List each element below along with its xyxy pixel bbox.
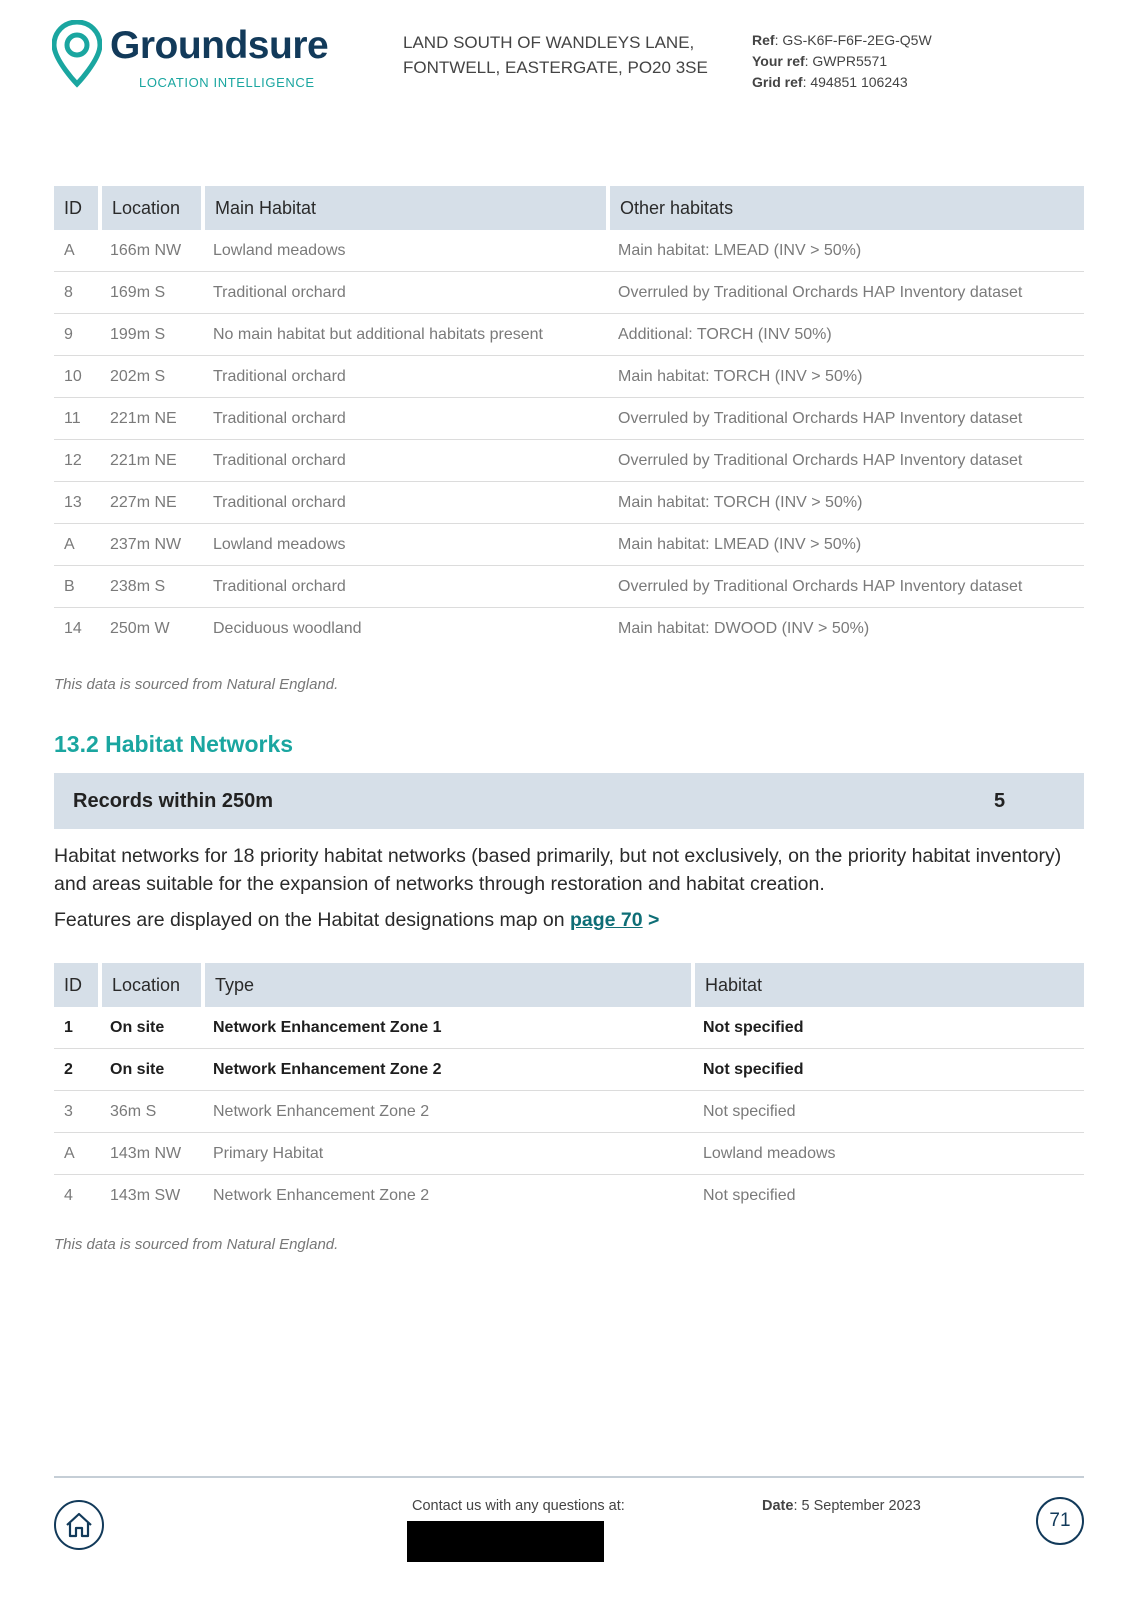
table-row bbox=[54, 1091, 1084, 1133]
table-cell: 11 bbox=[54, 398, 100, 440]
table-row bbox=[54, 524, 1084, 566]
table-cell: Main habitat: DWOOD (INV > 50%) bbox=[618, 619, 870, 637]
ref-line: Ref: GS-K6F-F6F-2EG-Q5W bbox=[752, 32, 932, 48]
table-row bbox=[54, 566, 1084, 608]
table-cell: Traditional orchard bbox=[203, 398, 608, 440]
table-cell: A bbox=[54, 1133, 100, 1175]
table-cell: A bbox=[54, 230, 100, 272]
column-header: Type bbox=[203, 963, 693, 1007]
table-cell: Not specified bbox=[693, 1049, 1084, 1091]
table-row bbox=[54, 1049, 1084, 1091]
page-number: 71 bbox=[1036, 1497, 1084, 1545]
networks-table-body bbox=[54, 1007, 1084, 1216]
records-count: 5 bbox=[994, 790, 1006, 812]
table-cell: Deciduous woodland bbox=[213, 619, 362, 637]
table-cell: Not specified bbox=[693, 1091, 1084, 1133]
column-header: Other habitats bbox=[608, 186, 1084, 230]
table-cell: Not specified bbox=[693, 1007, 1084, 1049]
table-cell: 221m NE bbox=[100, 398, 203, 440]
table-cell: Network Enhancement Zone 2 bbox=[203, 1049, 693, 1091]
table-row bbox=[54, 314, 1084, 356]
table-cell: 2 bbox=[54, 1049, 100, 1091]
table-cell: 238m S bbox=[100, 566, 203, 608]
table-cell: 169m S bbox=[100, 272, 203, 314]
table-cell: 10 bbox=[54, 356, 100, 398]
contact-label: Contact us with any questions at: bbox=[412, 1498, 625, 1514]
table-row bbox=[54, 440, 1084, 482]
table-cell: Not specified bbox=[703, 1186, 796, 1204]
brand-tagline: LOCATION INTELLIGENCE bbox=[139, 75, 315, 90]
column-header: ID bbox=[54, 186, 100, 230]
networks-description: Habitat networks for 18 priority habitat networks (based primarily, but not exclusively, on the priority habitat inventory) and areas suitable for the expansion of networks through restoration and habitat creation. bbox=[54, 845, 1062, 895]
records-summary-bar bbox=[54, 773, 1084, 829]
table-cell: 8 bbox=[54, 272, 100, 314]
redacted-contact bbox=[407, 1521, 604, 1562]
table-cell: Overruled by Traditional Orchards HAP Inventory dataset bbox=[608, 272, 1084, 314]
table-cell: 12 bbox=[54, 440, 100, 482]
link-arrow-icon[interactable]: > bbox=[642, 909, 660, 931]
habitat-table-body bbox=[54, 230, 1084, 649]
table-cell: No main habitat but additional habitats present bbox=[203, 314, 608, 356]
table-cell: 4 bbox=[64, 1186, 73, 1204]
table-cell: Traditional orchard bbox=[203, 482, 608, 524]
table-cell: 227m NE bbox=[100, 482, 203, 524]
brand-name: Groundsure bbox=[110, 24, 329, 67]
table-cell: 13 bbox=[54, 482, 100, 524]
table-cell: 9 bbox=[54, 314, 100, 356]
table-cell: Traditional orchard bbox=[203, 566, 608, 608]
table-cell: Main habitat: LMEAD (INV > 50%) bbox=[608, 230, 1084, 272]
table-row bbox=[54, 482, 1084, 524]
table-row bbox=[54, 608, 1084, 650]
table-cell: 1 bbox=[54, 1007, 100, 1049]
table-cell: A bbox=[54, 524, 100, 566]
column-header: Habitat bbox=[693, 963, 1084, 1007]
table-cell: Traditional orchard bbox=[203, 440, 608, 482]
table-cell: Overruled by Traditional Orchards HAP Inventory dataset bbox=[608, 398, 1084, 440]
table-cell: Overruled by Traditional Orchards HAP Inventory dataset bbox=[608, 566, 1084, 608]
records-label: Records within 250m bbox=[73, 790, 274, 812]
reference-block bbox=[752, 30, 932, 93]
table-header-row bbox=[54, 963, 1084, 1007]
table-cell: Lowland meadows bbox=[693, 1133, 1084, 1175]
map-reference-text: Features are displayed on the Habitat designations map on bbox=[54, 909, 570, 931]
table-cell: 199m S bbox=[100, 314, 203, 356]
table-cell: 250m W bbox=[110, 619, 170, 637]
table-cell: B bbox=[54, 566, 100, 608]
table-row bbox=[54, 272, 1084, 314]
table-cell: Traditional orchard bbox=[203, 272, 608, 314]
table-cell: Main habitat: LMEAD (INV > 50%) bbox=[608, 524, 1084, 566]
table-cell: 237m NW bbox=[100, 524, 203, 566]
table-cell: Additional: TORCH (INV 50%) bbox=[608, 314, 1084, 356]
table-cell: Network Enhancement Zone 1 bbox=[203, 1007, 693, 1049]
table-row bbox=[54, 230, 1084, 272]
table-cell: Main habitat: TORCH (INV > 50%) bbox=[608, 482, 1084, 524]
table-cell: On site bbox=[100, 1049, 203, 1091]
table-row bbox=[54, 356, 1084, 398]
location-pin-icon bbox=[52, 20, 102, 88]
priority-habitat-table bbox=[54, 186, 1084, 649]
table-cell: Network Enhancement Zone 2 bbox=[203, 1091, 693, 1133]
table-cell: Overruled by Traditional Orchards HAP Inventory dataset bbox=[608, 440, 1084, 482]
address-line-2: FONTWELL, EASTERGATE, PO20 3SE bbox=[403, 58, 708, 77]
report-date: Date: 5 September 2023 bbox=[762, 1498, 921, 1514]
table-row bbox=[54, 1007, 1084, 1049]
table-cell: 143m NW bbox=[100, 1133, 203, 1175]
section-title: 13.2 Habitat Networks bbox=[54, 731, 294, 757]
table-cell: Primary Habitat bbox=[203, 1133, 693, 1175]
table-header-row bbox=[54, 186, 1084, 230]
table-row bbox=[54, 1133, 1084, 1175]
table-cell: 221m NE bbox=[100, 440, 203, 482]
table-cell: Main habitat: TORCH (INV > 50%) bbox=[608, 356, 1084, 398]
table-cell: Lowland meadows bbox=[203, 230, 608, 272]
table-cell: Network Enhancement Zone 2 bbox=[213, 1186, 430, 1204]
table-cell: 143m SW bbox=[110, 1186, 181, 1204]
column-header: ID bbox=[54, 963, 100, 1007]
column-header: Main Habitat bbox=[203, 186, 608, 230]
data-source-note: This data is sourced from Natural England. bbox=[54, 1236, 339, 1253]
column-header: Location bbox=[100, 963, 203, 1007]
data-source-note: This data is sourced from Natural England. bbox=[54, 676, 339, 693]
your-ref-line: Your ref: GWPR5571 bbox=[752, 53, 888, 69]
home-icon bbox=[65, 1512, 93, 1538]
page-link[interactable]: page 70 bbox=[570, 909, 643, 931]
table-cell: On site bbox=[100, 1007, 203, 1049]
table-row bbox=[54, 1175, 1084, 1217]
column-header: Location bbox=[100, 186, 203, 230]
groundsure-logo bbox=[52, 20, 352, 90]
table-cell: 14 bbox=[64, 619, 82, 637]
table-cell: 166m NW bbox=[100, 230, 203, 272]
table-cell: 36m S bbox=[100, 1091, 203, 1133]
table-cell: 202m S bbox=[100, 356, 203, 398]
footer-divider bbox=[54, 1476, 1084, 1478]
table-row bbox=[54, 398, 1084, 440]
habitat-networks-table bbox=[54, 963, 1084, 1216]
table-cell: 3 bbox=[54, 1091, 100, 1133]
address-line-1: LAND SOUTH OF WANDLEYS LANE, bbox=[403, 33, 695, 52]
table-cell: Lowland meadows bbox=[203, 524, 608, 566]
table-cell: Traditional orchard bbox=[203, 356, 608, 398]
home-button[interactable] bbox=[54, 1500, 104, 1550]
grid-ref-line: Grid ref: 494851 106243 bbox=[752, 74, 908, 90]
map-reference bbox=[54, 906, 1094, 934]
site-address bbox=[403, 30, 708, 80]
